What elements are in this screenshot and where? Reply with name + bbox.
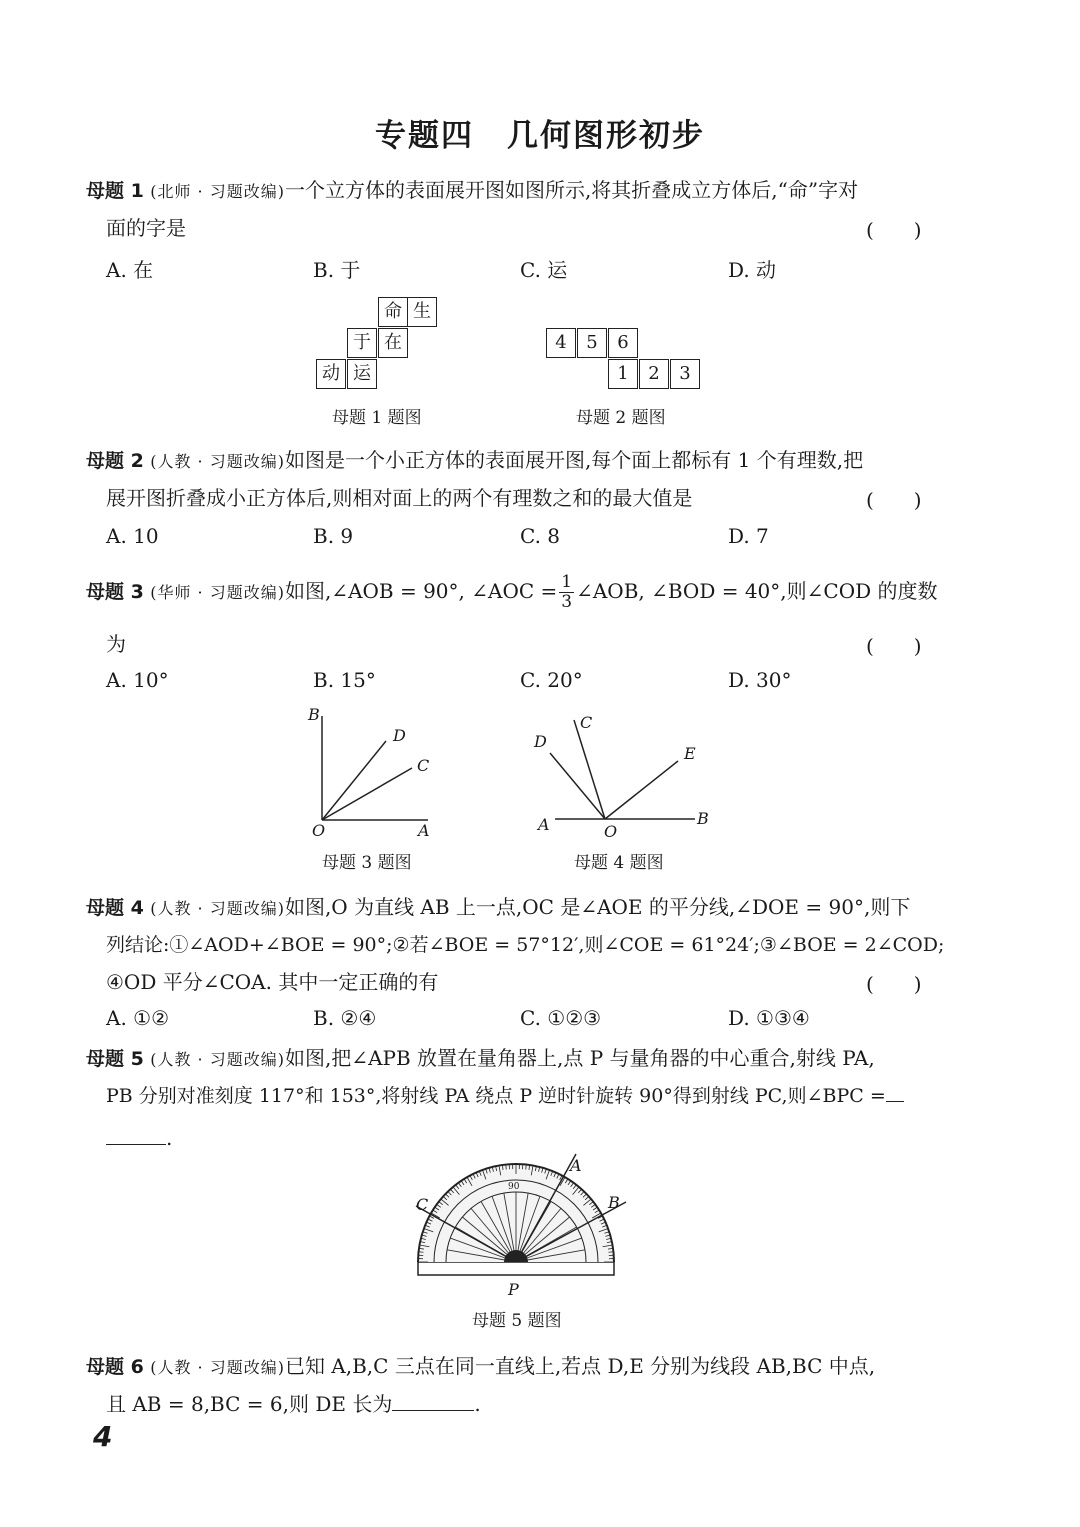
q2-net-cell: 6 bbox=[608, 328, 638, 358]
q1-net-cell: 生 bbox=[407, 297, 437, 327]
q5-line1 bbox=[86, 1044, 875, 1074]
q6-text-line2: 且 AB = 8,BC = 6,则 DE 长为 bbox=[106, 1392, 393, 1416]
q6-line2 bbox=[106, 1390, 481, 1418]
q4-label-c: C bbox=[580, 713, 593, 732]
q1-option-d: D. 动 bbox=[728, 258, 777, 282]
q4-figure bbox=[530, 705, 720, 845]
q4-option-a: A. ①② bbox=[106, 1006, 170, 1030]
page-number: 4 bbox=[93, 1420, 113, 1453]
q3-label-b: B bbox=[308, 705, 320, 724]
q1-label: 母题 1 bbox=[86, 180, 144, 202]
q6-source: (人教 · 习题改编) bbox=[150, 1358, 285, 1377]
q3-text-line2: 为 bbox=[106, 632, 126, 656]
q3-caption: 母题 3 题图 bbox=[322, 853, 412, 873]
q4-paren: ( ) bbox=[866, 972, 922, 996]
q6-line1 bbox=[86, 1352, 875, 1382]
q3-label-a: A bbox=[418, 821, 430, 840]
q3-text-pre: 如图,∠AOB = 90°, ∠AOC = bbox=[284, 579, 558, 603]
q2-net-cell: 5 bbox=[577, 328, 607, 358]
q4-ray-oe bbox=[605, 761, 678, 819]
q4-label-e: E bbox=[684, 744, 696, 763]
q3-text-post: ∠AOB, ∠BOD = 40°,则∠COD 的度数 bbox=[576, 579, 938, 603]
q5-protractor-tick bbox=[526, 1165, 527, 1170]
q5-label-a: A bbox=[570, 1156, 582, 1175]
q5-source: (人教 · 习题改编) bbox=[150, 1050, 285, 1069]
q3-figure bbox=[300, 700, 450, 845]
q2-option-d: D. 7 bbox=[728, 524, 769, 548]
q4-text-line2: 列结论:①∠AOD+∠BOE = 90°;②若∠BOE = 57°12′,则∠COE = 61°24′;③∠BOE = 2∠COD; bbox=[106, 934, 945, 956]
q4-ray-oc bbox=[574, 720, 605, 819]
q3-paren: ( ) bbox=[866, 634, 922, 658]
q5-blank-start[interactable] bbox=[886, 1083, 904, 1102]
q1-text-line2: 面的字是 bbox=[106, 216, 186, 240]
q4-label: 母题 4 bbox=[86, 897, 144, 919]
q1-option-b: B. 于 bbox=[313, 258, 361, 282]
q1-net-cell: 于 bbox=[347, 328, 377, 358]
q4-ray-od bbox=[550, 753, 605, 819]
q4-line1 bbox=[86, 893, 910, 923]
q4-label-a: A bbox=[538, 815, 550, 834]
q1-net-cell: 动 bbox=[316, 359, 346, 389]
q3-ray-oc bbox=[322, 768, 412, 820]
q1-text-line1: 一个立方体的表面展开图如图所示,将其折叠成立方体后,“命”字对 bbox=[284, 178, 859, 202]
q6-label: 母题 6 bbox=[86, 1356, 144, 1378]
q2-net-cell: 2 bbox=[639, 359, 669, 389]
q6-line2-end: . bbox=[474, 1392, 481, 1416]
q2-net-cell: 1 bbox=[608, 359, 638, 389]
q3-label: 母题 3 bbox=[86, 581, 144, 603]
q2-net-cell: 4 bbox=[546, 328, 576, 358]
q2-option-c: C. 8 bbox=[520, 524, 561, 548]
q4-label-o: O bbox=[604, 822, 618, 841]
q5-text-line2-row bbox=[106, 1082, 904, 1110]
q3-frac-den: 3 bbox=[561, 592, 573, 612]
q5-answer-blank[interactable] bbox=[106, 1126, 166, 1145]
q4-option-d: D. ①③④ bbox=[728, 1006, 810, 1030]
q2-text-line2: 展开图折叠成小正方体后,则相对面上的两个有理数之和的最大值是 bbox=[106, 486, 693, 510]
q2-text-line1: 如图是一个小正方体的表面展开图,每个面上都标有 1 个有理数,把 bbox=[284, 448, 864, 472]
q4-option-b: B. ②④ bbox=[313, 1006, 377, 1030]
q5-protractor-tick bbox=[608, 1252, 613, 1253]
q6-answer-blank[interactable] bbox=[392, 1392, 474, 1411]
q5-label-b: B bbox=[608, 1193, 620, 1212]
q1-option-a: A. 在 bbox=[106, 258, 154, 282]
q2-source: (人教 · 习题改编) bbox=[150, 452, 285, 471]
q3-option-c: C. 20° bbox=[520, 668, 583, 692]
q5-text-line2: PB 分别对准刻度 117°和 153°,将射线 PA 绕点 P 逆时针旋转 90°得到射线 PC,则∠BPC = bbox=[106, 1085, 886, 1107]
q1-paren: ( ) bbox=[866, 218, 922, 242]
q6-text-line1: 已知 A,B,C 三点在同一直线上,若点 D,E 分别为线段 AB,BC 中点, bbox=[284, 1354, 876, 1378]
page-title: 专题四 几何图形初步 bbox=[375, 118, 705, 154]
q3-fraction bbox=[559, 573, 574, 612]
q5-line3-end: . bbox=[166, 1126, 173, 1150]
q3-source: (华师 · 习题改编) bbox=[150, 583, 285, 602]
q2-net-cell: 3 bbox=[670, 359, 700, 389]
q4-label-d: D bbox=[534, 732, 547, 751]
q1-line1 bbox=[86, 176, 858, 206]
q4-label-b: B bbox=[697, 809, 709, 828]
q2-option-a: A. 10 bbox=[106, 524, 159, 548]
q5-scale-90: 90 bbox=[508, 1182, 520, 1192]
q1-net-cell: 运 bbox=[347, 359, 377, 389]
q5-label-c: C bbox=[416, 1195, 429, 1214]
q2-paren: ( ) bbox=[866, 488, 922, 512]
q5-label-p: P bbox=[508, 1280, 519, 1299]
q4-option-c: C. ①②③ bbox=[520, 1006, 602, 1030]
q2-option-b: B. 9 bbox=[313, 524, 354, 548]
q4-caption: 母题 4 题图 bbox=[574, 853, 664, 873]
q3-frac-num: 1 bbox=[561, 572, 573, 592]
q3-line1 bbox=[86, 573, 938, 612]
q2-line1 bbox=[86, 446, 863, 476]
q5-protractor-tick bbox=[419, 1252, 424, 1253]
q4-text-line3: ④OD 平分∠COA. 其中一定正确的有 bbox=[106, 970, 439, 994]
q5-line3 bbox=[106, 1124, 172, 1152]
q1-caption: 母题 1 题图 bbox=[332, 408, 422, 428]
q3-option-a: A. 10° bbox=[106, 668, 169, 692]
q3-option-d: D. 30° bbox=[728, 668, 792, 692]
q1-option-c: C. 运 bbox=[520, 258, 568, 282]
q3-label-c: C bbox=[417, 756, 430, 775]
q5-protractor-figure bbox=[400, 1150, 640, 1300]
q1-source: (北师 · 习题改编) bbox=[150, 182, 285, 201]
q2-caption: 母题 2 题图 bbox=[576, 408, 666, 428]
q1-net-cell: 命 bbox=[378, 297, 408, 327]
q5-protractor-tick bbox=[506, 1165, 507, 1170]
q5-caption: 母题 5 题图 bbox=[472, 1311, 562, 1331]
q4-source: (人教 · 习题改编) bbox=[150, 899, 285, 918]
q3-label-o: O bbox=[312, 821, 326, 840]
q5-label: 母题 5 bbox=[86, 1048, 144, 1070]
q1-net-cell: 在 bbox=[378, 328, 408, 358]
q3-label-d: D bbox=[393, 726, 406, 745]
q4-text-line1: 如图,O 为直线 AB 上一点,OC 是∠AOE 的平分线,∠DOE = 90°,则下 bbox=[284, 895, 911, 919]
q3-ray-od bbox=[322, 741, 386, 820]
q2-label: 母题 2 bbox=[86, 450, 144, 472]
q3-option-b: B. 15° bbox=[313, 668, 376, 692]
q5-text-line1: 如图,把∠APB 放置在量角器上,点 P 与量角器的中心重合,射线 PA, bbox=[284, 1046, 875, 1070]
q5-protractor-base bbox=[418, 1262, 614, 1275]
